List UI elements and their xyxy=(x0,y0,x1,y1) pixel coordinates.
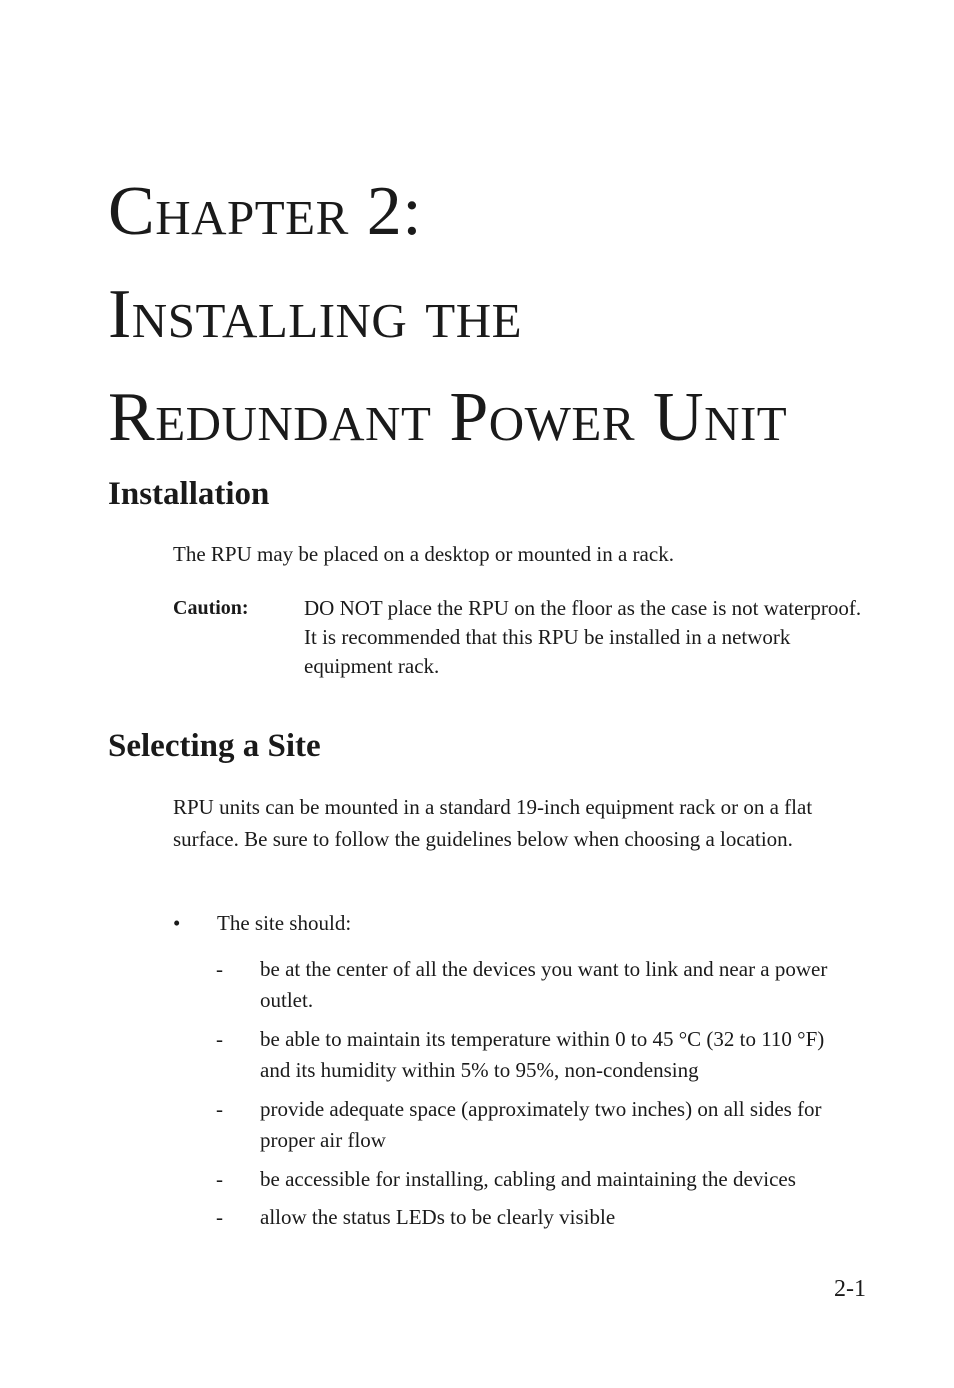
chapter-title-line-2: Installing the xyxy=(108,276,523,353)
dash-marker: - xyxy=(216,1027,223,1051)
list-item: provide adequate space (approximately two inches) on all sides for proper air flow xyxy=(260,1097,822,1152)
page-number: 2-1 xyxy=(834,1276,866,1302)
installation-intro: The RPU may be placed on a desktop or mounted in a rack. xyxy=(173,542,674,566)
caution-text: DO NOT place the RPU on the floor as the case is not waterproof. It is recommended that this RPU be installed in a network equipment rack. xyxy=(304,596,862,678)
caution-label: Caution: xyxy=(173,597,249,619)
selecting-site-intro: RPU units can be mounted in a standard 19-inch equipment rack or on a flat surface. Be sure to follow the guidelines below when choosing a location. xyxy=(173,795,813,851)
list-item: be accessible for installing, cabling and maintaining the devices xyxy=(260,1167,796,1191)
chapter-title-line-1: Chapter 2: xyxy=(108,173,423,250)
dash-marker: - xyxy=(216,1205,223,1229)
chapter-title xyxy=(108,160,908,469)
list-item: be at the center of all the devices you want to link and near a power outlet. xyxy=(260,957,828,1012)
installation-heading: Installation xyxy=(108,476,270,512)
selecting-site-heading: Selecting a Site xyxy=(108,728,321,764)
dash-marker: - xyxy=(216,1097,223,1121)
dash-marker: - xyxy=(216,957,223,981)
bullet-site-should: The site should: xyxy=(217,911,352,935)
chapter-title-line-3: Redundant Power Unit xyxy=(108,379,788,456)
dash-marker: - xyxy=(216,1167,223,1191)
list-item: allow the status LEDs to be clearly visible xyxy=(260,1205,616,1229)
bullet-marker: • xyxy=(173,911,181,935)
list-item: be able to maintain its temperature within 0 to 45 °C (32 to 110 °F) and its humidity within 5% to 95%, non-condensing xyxy=(260,1027,825,1082)
